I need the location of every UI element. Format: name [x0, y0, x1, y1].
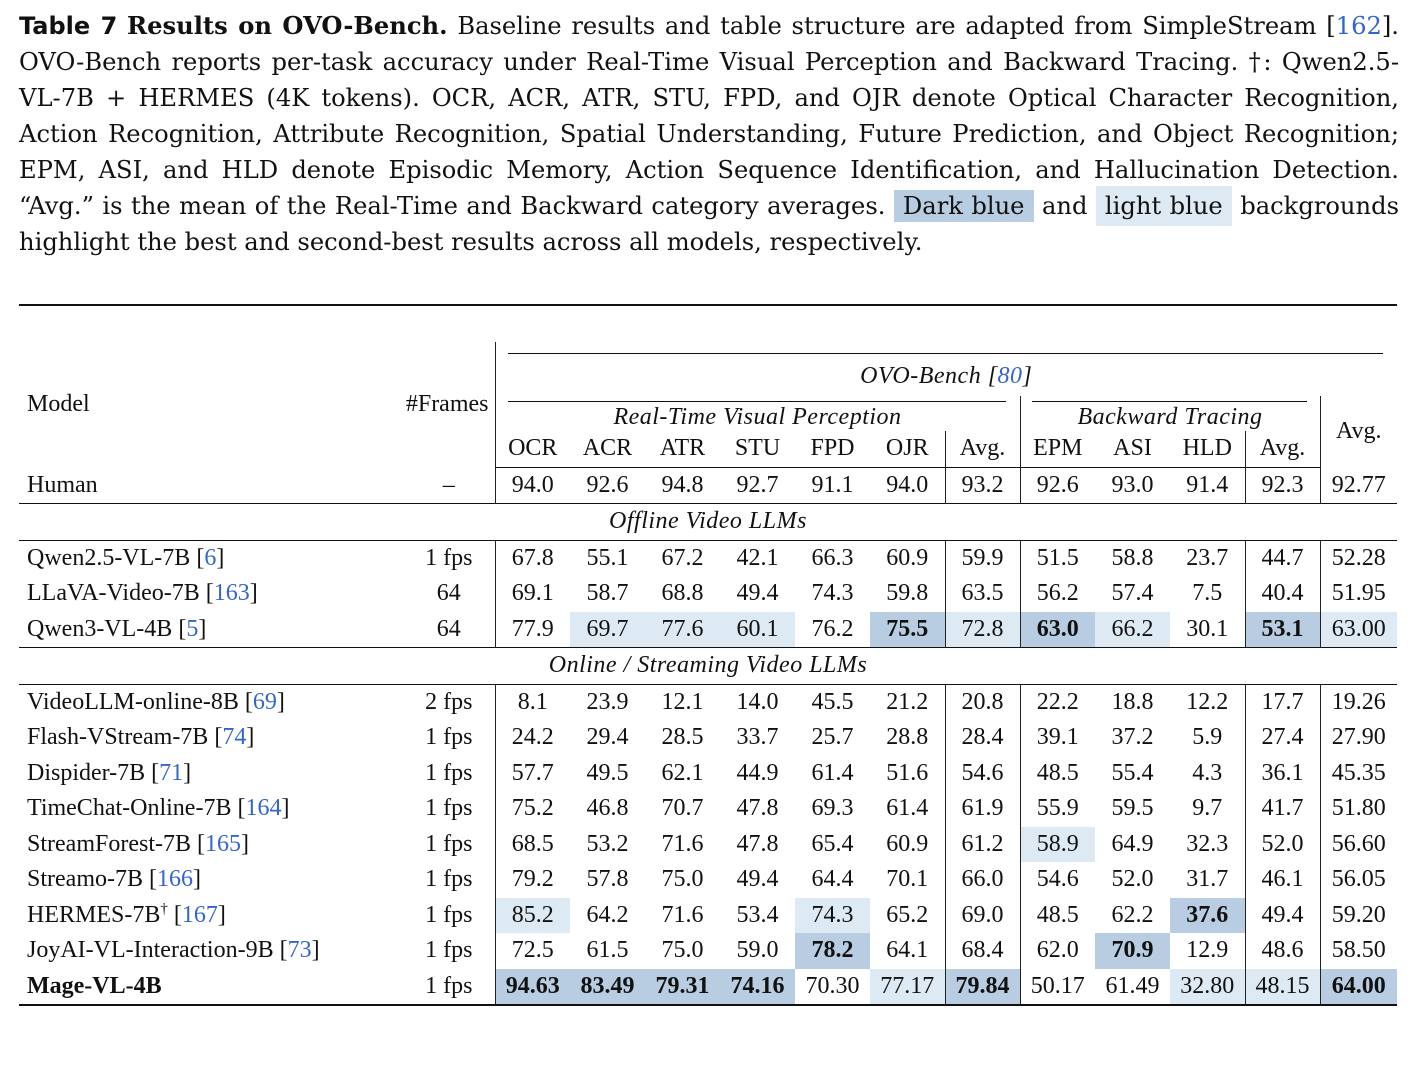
- header-task-avg-6: Avg.: [945, 431, 1020, 467]
- caption-text-1: Baseline results and table structure are adapted from SimpleStream [: [447, 12, 1336, 40]
- model-name: StreamForest-7B [165]: [27, 830, 249, 857]
- score-cell: 79.84: [945, 969, 1020, 1006]
- score-cell: 60.9: [886, 544, 929, 571]
- score-cell: 23.7: [1186, 544, 1229, 571]
- header-backward: Backward Tracing: [1020, 396, 1320, 432]
- score-cell: 94.0: [495, 467, 570, 504]
- score-cell: 75.2: [495, 791, 570, 827]
- frames-value: 1 fps: [425, 544, 473, 571]
- frames-value: 1 fps: [425, 830, 473, 857]
- score-cell: 53.1: [1245, 612, 1320, 648]
- score-cell: 52.0: [1111, 866, 1154, 893]
- score-cell: 94.0: [886, 471, 929, 498]
- score-cell: 44.9: [736, 759, 779, 786]
- score-cell: 33.7: [736, 724, 779, 751]
- table-row: [19, 969, 1397, 1006]
- score-cell: 71.6: [661, 901, 704, 928]
- table-row: [19, 791, 1397, 827]
- table-row: [19, 933, 1397, 969]
- light-blue-legend: light blue: [1096, 186, 1232, 226]
- table-row: [19, 576, 1397, 612]
- score-cell: 64.1: [886, 937, 929, 964]
- model-name: Mage-VL-4B: [19, 969, 403, 1006]
- model-name: Streamo-7B [166]: [27, 866, 201, 893]
- score-cell: 52.28: [1320, 540, 1397, 576]
- score-cell: 56.05: [1320, 862, 1397, 898]
- section-offline: Offline Video LLMs: [19, 504, 1397, 541]
- score-cell: 76.2: [811, 615, 854, 642]
- score-cell: 21.2: [886, 688, 929, 715]
- score-cell: 27.4: [1245, 720, 1320, 756]
- score-cell: 74.16: [720, 969, 795, 1006]
- score-cell: 91.4: [1186, 471, 1229, 498]
- score-cell: 58.7: [586, 580, 629, 607]
- frames-value: 2 fps: [425, 688, 473, 715]
- score-cell: 23.9: [586, 688, 629, 715]
- score-cell: 67.2: [661, 544, 704, 571]
- table-row: [19, 720, 1397, 756]
- header-task-ojr-5: OJR: [870, 431, 945, 467]
- score-cell: 8.1: [495, 684, 570, 720]
- score-cell: 58.8: [1111, 544, 1154, 571]
- score-cell: 20.8: [945, 684, 1020, 720]
- score-cell: 5.9: [1192, 724, 1223, 751]
- model-name: Qwen3-VL-4B [5]: [27, 615, 207, 642]
- real-time-underline: [508, 401, 1006, 402]
- score-cell: 75.5: [870, 612, 945, 648]
- model-name: LLaVA-Video-7B [163]: [27, 580, 258, 607]
- score-cell: 69.7: [570, 612, 645, 648]
- score-cell: 56.60: [1320, 827, 1397, 863]
- score-cell: 93.2: [945, 467, 1020, 504]
- score-cell: 18.8: [1111, 688, 1154, 715]
- score-cell: 94.8: [661, 471, 704, 498]
- score-cell: 77.6: [645, 612, 720, 648]
- score-cell: 66.0: [945, 862, 1020, 898]
- citation-link[interactable]: 73: [287, 937, 312, 964]
- score-cell: 45.5: [811, 688, 854, 715]
- score-cell: 68.8: [661, 580, 704, 607]
- score-cell: 7.5: [1192, 580, 1223, 607]
- score-cell: 75.0: [661, 937, 704, 964]
- score-cell: 74.3: [795, 898, 870, 934]
- score-cell: 85.2: [495, 898, 570, 934]
- caption-text-4: backgrounds highlight the best and second-best results across all models, respectively.: [19, 192, 1399, 256]
- score-cell: 61.5: [586, 937, 629, 964]
- score-cell: 57.8: [586, 866, 629, 893]
- score-cell: 68.5: [495, 827, 570, 863]
- score-cell: 4.3: [1192, 759, 1223, 786]
- score-cell: 14.0: [736, 688, 779, 715]
- score-cell: 61.49: [1095, 969, 1170, 1006]
- score-cell: 12.2: [1186, 688, 1229, 715]
- score-cell: 49.4: [736, 866, 779, 893]
- header-task-avg-10: Avg.: [1245, 431, 1320, 467]
- results-table: [19, 304, 1397, 1006]
- table-row: [19, 756, 1397, 792]
- score-cell: 94.63: [495, 969, 570, 1006]
- score-cell: 79.2: [495, 862, 570, 898]
- score-cell: 32.3: [1186, 830, 1229, 857]
- score-cell: 31.7: [1186, 866, 1229, 893]
- score-cell: 69.0: [945, 898, 1020, 934]
- caption-text-3: and: [1033, 192, 1096, 220]
- header-task-asi-8: ASI: [1095, 431, 1170, 467]
- score-cell: 62.2: [1111, 901, 1154, 928]
- header-ovo-bench: OVO-Bench [80]: [495, 342, 1397, 396]
- score-cell: 83.49: [570, 969, 645, 1006]
- score-cell: 48.5: [1020, 756, 1095, 792]
- score-cell: 39.1: [1020, 720, 1095, 756]
- citation-link[interactable]: 5: [186, 615, 199, 642]
- score-cell: 62.1: [661, 759, 704, 786]
- header-task-fpd-4: FPD: [795, 431, 870, 467]
- header-task-atr-2: ATR: [645, 431, 720, 467]
- citation-link[interactable]: 162: [1335, 12, 1382, 40]
- score-cell: 61.4: [811, 759, 854, 786]
- score-cell: 50.17: [1020, 969, 1095, 1006]
- score-cell: 51.6: [886, 759, 929, 786]
- score-cell: 57.7: [495, 756, 570, 792]
- score-cell: 54.6: [1020, 862, 1095, 898]
- score-cell: 49.5: [586, 759, 629, 786]
- frames-value: 1 fps: [403, 969, 495, 1006]
- score-cell: 27.90: [1320, 720, 1397, 756]
- table-row: [19, 898, 1397, 934]
- frames-value: 1 fps: [425, 901, 473, 928]
- score-cell: 48.6: [1245, 933, 1320, 969]
- score-cell: 78.2: [795, 933, 870, 969]
- score-cell: 59.5: [1111, 795, 1154, 822]
- score-cell: 61.4: [886, 795, 929, 822]
- score-cell: 49.4: [736, 580, 779, 607]
- score-cell: 57.4: [1111, 580, 1154, 607]
- score-cell: 69.1: [495, 576, 570, 612]
- score-cell: 51.5: [1020, 540, 1095, 576]
- model-name: VideoLLM-online-8B [69]: [27, 688, 285, 715]
- model-name: Qwen2.5-VL-7B [6]: [27, 544, 225, 571]
- score-cell: 22.2: [1020, 684, 1095, 720]
- citation-link[interactable]: 71: [159, 759, 184, 786]
- score-cell: 12.9: [1186, 937, 1229, 964]
- score-cell: 29.4: [586, 724, 629, 751]
- header-task-acr-1: ACR: [570, 431, 645, 467]
- score-cell: 69.3: [811, 795, 854, 822]
- model-name: HERMES-7B† [167]: [27, 901, 226, 929]
- citation-link[interactable]: 166: [156, 866, 193, 893]
- header-model: Model: [27, 390, 90, 417]
- score-cell: 61.2: [945, 827, 1020, 863]
- score-cell: 42.1: [736, 544, 779, 571]
- score-cell: 46.1: [1245, 862, 1320, 898]
- citation-link[interactable]: 80: [997, 362, 1023, 389]
- score-cell: 58.9: [1020, 827, 1095, 863]
- frames-value: 1 fps: [425, 724, 473, 751]
- score-cell: 44.7: [1245, 540, 1320, 576]
- citation-link[interactable]: 69: [252, 688, 277, 715]
- citation-link[interactable]: 167: [181, 902, 218, 929]
- score-cell: 65.4: [811, 830, 854, 857]
- score-cell: 59.20: [1320, 898, 1397, 934]
- citation-link[interactable]: 163: [213, 580, 250, 607]
- score-cell: 92.6: [1020, 467, 1095, 504]
- table-caption: [19, 8, 1399, 260]
- score-cell: 32.80: [1170, 969, 1245, 1006]
- score-cell: 92.3: [1245, 467, 1320, 504]
- score-cell: 24.2: [495, 720, 570, 756]
- score-cell: 19.26: [1320, 684, 1397, 720]
- header-task-ocr-0: OCR: [495, 431, 570, 467]
- score-cell: 28.8: [886, 724, 929, 751]
- score-cell: 28.4: [945, 720, 1020, 756]
- score-cell: 51.95: [1320, 576, 1397, 612]
- score-cell: 55.9: [1020, 791, 1095, 827]
- header-overall-avg: Avg.: [1320, 396, 1397, 468]
- header-task-epm-7: EPM: [1020, 431, 1095, 467]
- score-cell: 70.30: [795, 969, 870, 1006]
- model-name: JoyAI-VL-Interaction-9B [73]: [27, 937, 320, 964]
- caption-text-2: ]. OVO-Bench reports per-task accuracy under Real-Time Visual Perception and Backward Tracing. †: Qwen2.5-VL-7B + HERMES (4K tokens). OCR, ACR, ATR, STU, FPD, and OJR denote Optical Character Recognition, Action Recognition, Attribute Recognition, Spatial Understanding, Future Prediction, and Object Recognition; EPM, ASI, and HLD denote Episodic Memory, Action Sequence Identification, and Hallucination Detection. “Avg.” is the mean of the Real-Time and Backward category averages.: [19, 12, 1399, 220]
- backward-underline: [1032, 401, 1307, 402]
- table-row: [19, 540, 1397, 576]
- citation-link[interactable]: 165: [204, 830, 241, 857]
- ovo-bench-underline: [508, 353, 1383, 354]
- score-cell: 64.4: [811, 866, 854, 893]
- score-cell: 30.1: [1186, 615, 1229, 642]
- score-cell: 92.77: [1320, 467, 1397, 504]
- header-task-stu-3: STU: [720, 431, 795, 467]
- table-row: [19, 684, 1397, 720]
- score-cell: 92.6: [586, 471, 629, 498]
- score-cell: 52.0: [1245, 827, 1320, 863]
- frames-value: –: [442, 471, 455, 498]
- score-cell: 77.17: [870, 969, 945, 1006]
- score-cell: 37.6: [1170, 898, 1245, 934]
- score-cell: 74.3: [811, 580, 854, 607]
- citation-link[interactable]: 74: [222, 724, 247, 751]
- score-cell: 28.5: [661, 724, 704, 751]
- score-cell: 62.0: [1020, 933, 1095, 969]
- score-cell: 58.50: [1320, 933, 1397, 969]
- model-name: Flash-VStream-7B [74]: [27, 724, 255, 751]
- table-row: [19, 827, 1397, 863]
- frames-value: 1 fps: [425, 866, 473, 893]
- score-cell: 55.4: [1111, 759, 1154, 786]
- score-cell: 53.4: [736, 901, 779, 928]
- score-cell: 47.8: [736, 795, 779, 822]
- frames-value: 1 fps: [425, 795, 473, 822]
- score-cell: 54.6: [945, 756, 1020, 792]
- table-title: Results on OVO-Bench.: [127, 11, 448, 40]
- score-cell: 93.0: [1111, 471, 1154, 498]
- model-name: Dispider-7B [71]: [27, 759, 192, 786]
- frames-value: 64: [436, 580, 461, 607]
- score-cell: 64.00: [1320, 969, 1397, 1006]
- score-cell: 71.6: [661, 830, 704, 857]
- score-cell: 92.7: [736, 471, 779, 498]
- score-cell: 25.7: [811, 724, 854, 751]
- score-cell: 72.8: [945, 612, 1020, 648]
- table-row: [19, 612, 1397, 648]
- score-cell: 64.2: [586, 901, 629, 928]
- score-cell: 53.2: [586, 830, 629, 857]
- frames-value: 1 fps: [425, 937, 473, 964]
- score-cell: 63.0: [1020, 612, 1095, 648]
- score-cell: 45.35: [1320, 756, 1397, 792]
- frames-value: 1 fps: [425, 759, 473, 786]
- score-cell: 56.2: [1020, 576, 1095, 612]
- score-cell: 59.9: [945, 540, 1020, 576]
- header-frames: #Frames: [405, 390, 489, 417]
- score-cell: 66.3: [811, 544, 854, 571]
- score-cell: 9.7: [1192, 795, 1223, 822]
- frames-value: 64: [436, 615, 461, 642]
- score-cell: 68.4: [945, 933, 1020, 969]
- score-cell: 70.1: [886, 866, 929, 893]
- score-cell: 65.2: [886, 901, 929, 928]
- score-cell: 64.9: [1111, 830, 1154, 857]
- score-cell: 51.80: [1320, 791, 1397, 827]
- score-cell: 41.7: [1245, 791, 1320, 827]
- score-cell: 48.5: [1020, 898, 1095, 934]
- score-cell: 70.7: [661, 795, 704, 822]
- score-cell: 70.9: [1095, 933, 1170, 969]
- score-cell: 36.1: [1245, 756, 1320, 792]
- score-cell: 59.0: [736, 937, 779, 964]
- score-cell: 66.2: [1095, 612, 1170, 648]
- citation-link[interactable]: 164: [245, 795, 282, 822]
- score-cell: 77.9: [495, 612, 570, 648]
- section-online: Online / Streaming Video LLMs: [19, 648, 1397, 685]
- score-cell: 47.8: [736, 830, 779, 857]
- score-cell: 40.4: [1245, 576, 1320, 612]
- header-task-hld-9: HLD: [1170, 431, 1245, 467]
- score-cell: 91.1: [811, 471, 854, 498]
- citation-link[interactable]: 6: [204, 544, 217, 571]
- dark-blue-legend: Dark blue: [894, 190, 1034, 222]
- score-cell: 48.15: [1245, 969, 1320, 1006]
- table-label: Table 7: [19, 12, 118, 40]
- model-name: TimeChat-Online-7B [164]: [27, 795, 290, 822]
- score-cell: 60.1: [720, 612, 795, 648]
- score-cell: 63.00: [1320, 612, 1397, 648]
- header-real-time: Real-Time Visual Perception: [495, 396, 1020, 432]
- score-cell: 37.2: [1111, 724, 1154, 751]
- score-cell: 79.31: [645, 969, 720, 1006]
- score-cell: 46.8: [586, 795, 629, 822]
- score-cell: 67.8: [495, 540, 570, 576]
- score-cell: 75.0: [661, 866, 704, 893]
- score-cell: 72.5: [495, 933, 570, 969]
- score-cell: 55.1: [586, 544, 629, 571]
- score-cell: 49.4: [1245, 898, 1320, 934]
- score-cell: 61.9: [945, 791, 1020, 827]
- score-cell: 12.1: [661, 688, 704, 715]
- score-cell: 59.8: [886, 580, 929, 607]
- score-cell: 17.7: [1245, 684, 1320, 720]
- score-cell: 60.9: [886, 830, 929, 857]
- model-name: Human: [27, 471, 98, 498]
- score-cell: 63.5: [945, 576, 1020, 612]
- table-row: [19, 467, 1397, 504]
- table-row: [19, 862, 1397, 898]
